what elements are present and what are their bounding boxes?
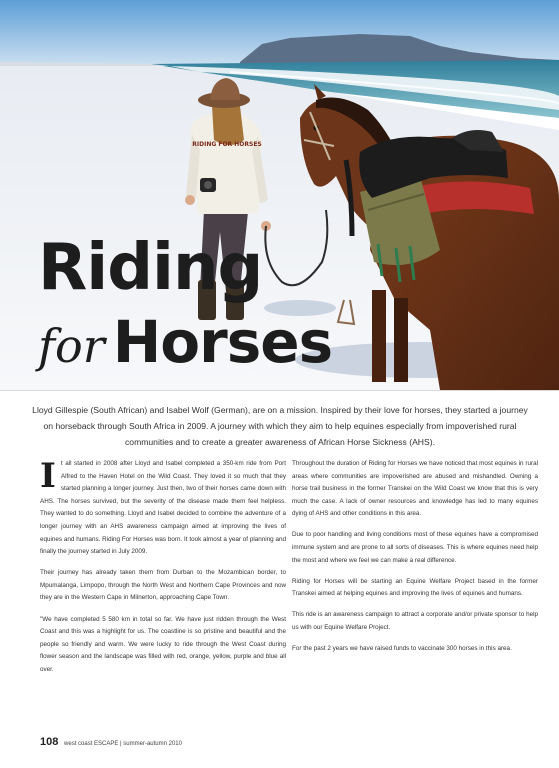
title-for: for bbox=[38, 319, 105, 373]
drop-cap: I bbox=[40, 456, 56, 496]
paragraph: This ride is an awareness campaign to attract a corporate and/or private sponsor to help us with our Equine Welfare Project. bbox=[292, 611, 538, 632]
article-title bbox=[38, 231, 368, 376]
article-intro: Lloyd Gillespie (South African) and Isabel Wolf (German), are on a mission. Inspired by their love for horses, they started a journey on horseback through South Africa in 2009. A journey with which they aim to help equines especially from impoverished rural communities and to create a greater awareness of African Horse Sickness (AHS). bbox=[32, 405, 528, 447]
page-footer bbox=[40, 736, 182, 748]
paragraph: Throughout the duration of Riding for Horses we have noticed that most equines in rural areas where communities are impoverished are abused and mishandled. Owning a horse trail business in the former Transkei on the Wild Coast we know that this is very much the case. A lack of owner resources and knowledge has led to many equines dying of AHS and other conditions in this area. bbox=[292, 460, 538, 518]
paragraph: For the past 2 years we have raised funds to vaccinate 300 horses in this area. bbox=[292, 645, 512, 653]
paragraph: Their journey has already taken them from Durban to the Mozambican border, to Mpumalanga, Limpopo, through the North West and Northern Cape Provinces and now they are in the Western Cape in Milnerton, approaching Cape Town. bbox=[40, 569, 286, 602]
vest-logo: RIDING FOR HORSES bbox=[192, 141, 262, 148]
page-number: 108 bbox=[40, 736, 59, 748]
title-riding: Riding bbox=[38, 231, 263, 305]
paragraph: Due to poor handling and living conditions most of these equines have a compromised immune system and are prone to all sorts of diseases. This is where equines need help the most and where we feel we can make a real difference. bbox=[292, 531, 538, 564]
photo-divider bbox=[0, 390, 559, 391]
body-column-right bbox=[292, 458, 538, 664]
paragraph: Riding for Horses will be starting an Equine Welfare Project based in the former Transkei aimed at helping equines and improving the lives of equines and humans. bbox=[292, 577, 538, 598]
title-horses: Horses bbox=[112, 308, 333, 376]
paragraph: "We have completed 5 580 km in total so far. We have just ridden through the West Coast and this was a highlight for us. The coastline is so pristine and beautiful and the people so friendly and warm. We were lucky to ride through the West Coast during flower season and the landscape was filled with red, orange, yellow, purple and blue all over. bbox=[40, 615, 286, 673]
paragraph: It all started in 2008 after Lloyd and Isabel completed a 350-km ride from Port Alfred to the Haven Hotel on the Wild Coast. They loved it so much that they started planning a longer journey. Just then, two of their horses came down with AHS. The horses survived, but the severity of the disease made them feel helpless. They wanted to do something. Lloyd and Isabel decided to combine the adventure of a longer journey with an AHS awareness campaign aimed at improving the lives of equines and humans. Riding For Horses was born. It took almost a year of planning and finally the journey started in July 2009. bbox=[40, 456, 286, 556]
title-line2 bbox=[38, 308, 332, 376]
publication-name: west coast ESCAPE | summer-autumn 2010 bbox=[64, 741, 182, 747]
body-column-left bbox=[40, 458, 286, 685]
